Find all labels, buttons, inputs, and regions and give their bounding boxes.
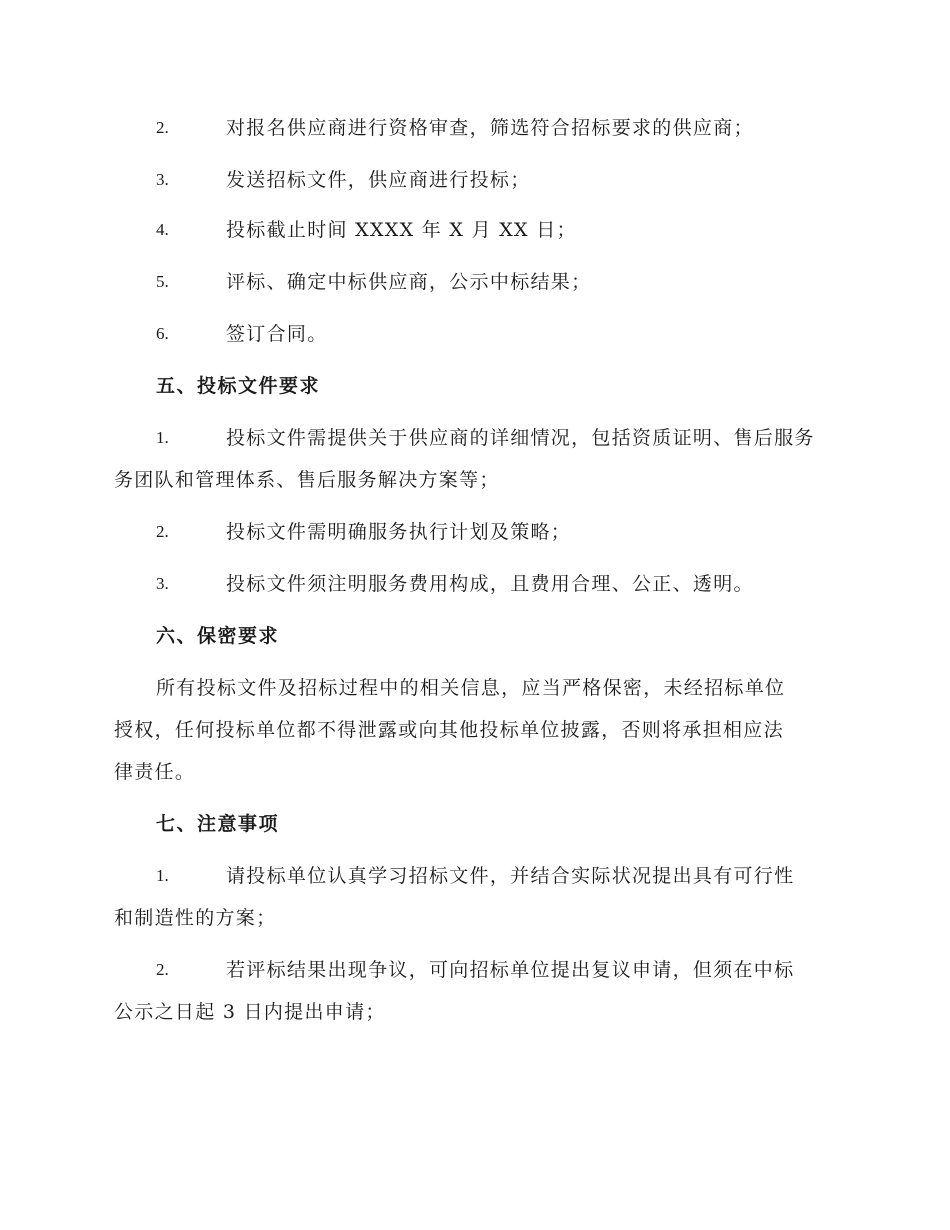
list-item-text: 对报名供应商进行资格审查，筛选符合招标要求的供应商； xyxy=(226,117,754,139)
list-item-text: 评标、确定中标供应商，公示中标结果； xyxy=(226,271,592,293)
section-heading: 五、投标文件要求 xyxy=(156,375,321,397)
list-item-text: 签订合同。 xyxy=(226,323,328,345)
list-item-number: 3. xyxy=(156,574,169,593)
list-item-text-continued: 公示之日起 3 日内提出申请； xyxy=(114,1001,386,1023)
list-item-text: 请投标单位认真学习招标文件，并结合实际状况提出具有可行性 xyxy=(226,865,795,887)
list-item-number: 5. xyxy=(156,272,169,291)
list-item-number: 2. xyxy=(156,522,169,541)
paragraph-line: 授权，任何投标单位都不得泄露或向其他投标单位披露，否则将承担相应法 xyxy=(114,719,784,741)
list-item-text: 投标文件需提供关于供应商的详细情况，包括资质证明、售后服务 xyxy=(226,427,815,449)
section-heading: 六、保密要求 xyxy=(156,625,280,647)
list-item-number: 2. xyxy=(156,118,169,137)
list-item-text: 若评标结果出现争议，可向招标单位提出复议申请，但须在中标 xyxy=(226,959,795,981)
list-item-text: 投标文件须注明服务费用构成，且费用合理、公正、透明。 xyxy=(226,573,754,595)
list-item-text-continued: 务团队和管理体系、售后服务解决方案等； xyxy=(114,469,500,491)
list-item-number: 1. xyxy=(156,428,169,447)
list-item-number: 3. xyxy=(156,170,169,189)
list-item-number: 1. xyxy=(156,866,169,885)
list-item-text: 投标截止时间 XXXX 年 X 月 XX 日； xyxy=(226,219,577,241)
list-item-number: 2. xyxy=(156,960,169,979)
list-item-text: 发送招标文件，供应商进行投标； xyxy=(226,169,531,191)
list-item-text: 投标文件需明确服务执行计划及策略； xyxy=(226,521,572,543)
list-item-number: 4. xyxy=(156,220,169,239)
list-item-number: 6. xyxy=(156,324,169,343)
list-item-text-continued: 和制造性的方案； xyxy=(114,907,277,929)
paragraph-line: 律责任。 xyxy=(114,761,196,783)
paragraph-line: 所有投标文件及招标过程中的相关信息，应当严格保密，未经招标单位 xyxy=(156,677,786,699)
section-heading: 七、注意事项 xyxy=(156,813,280,835)
